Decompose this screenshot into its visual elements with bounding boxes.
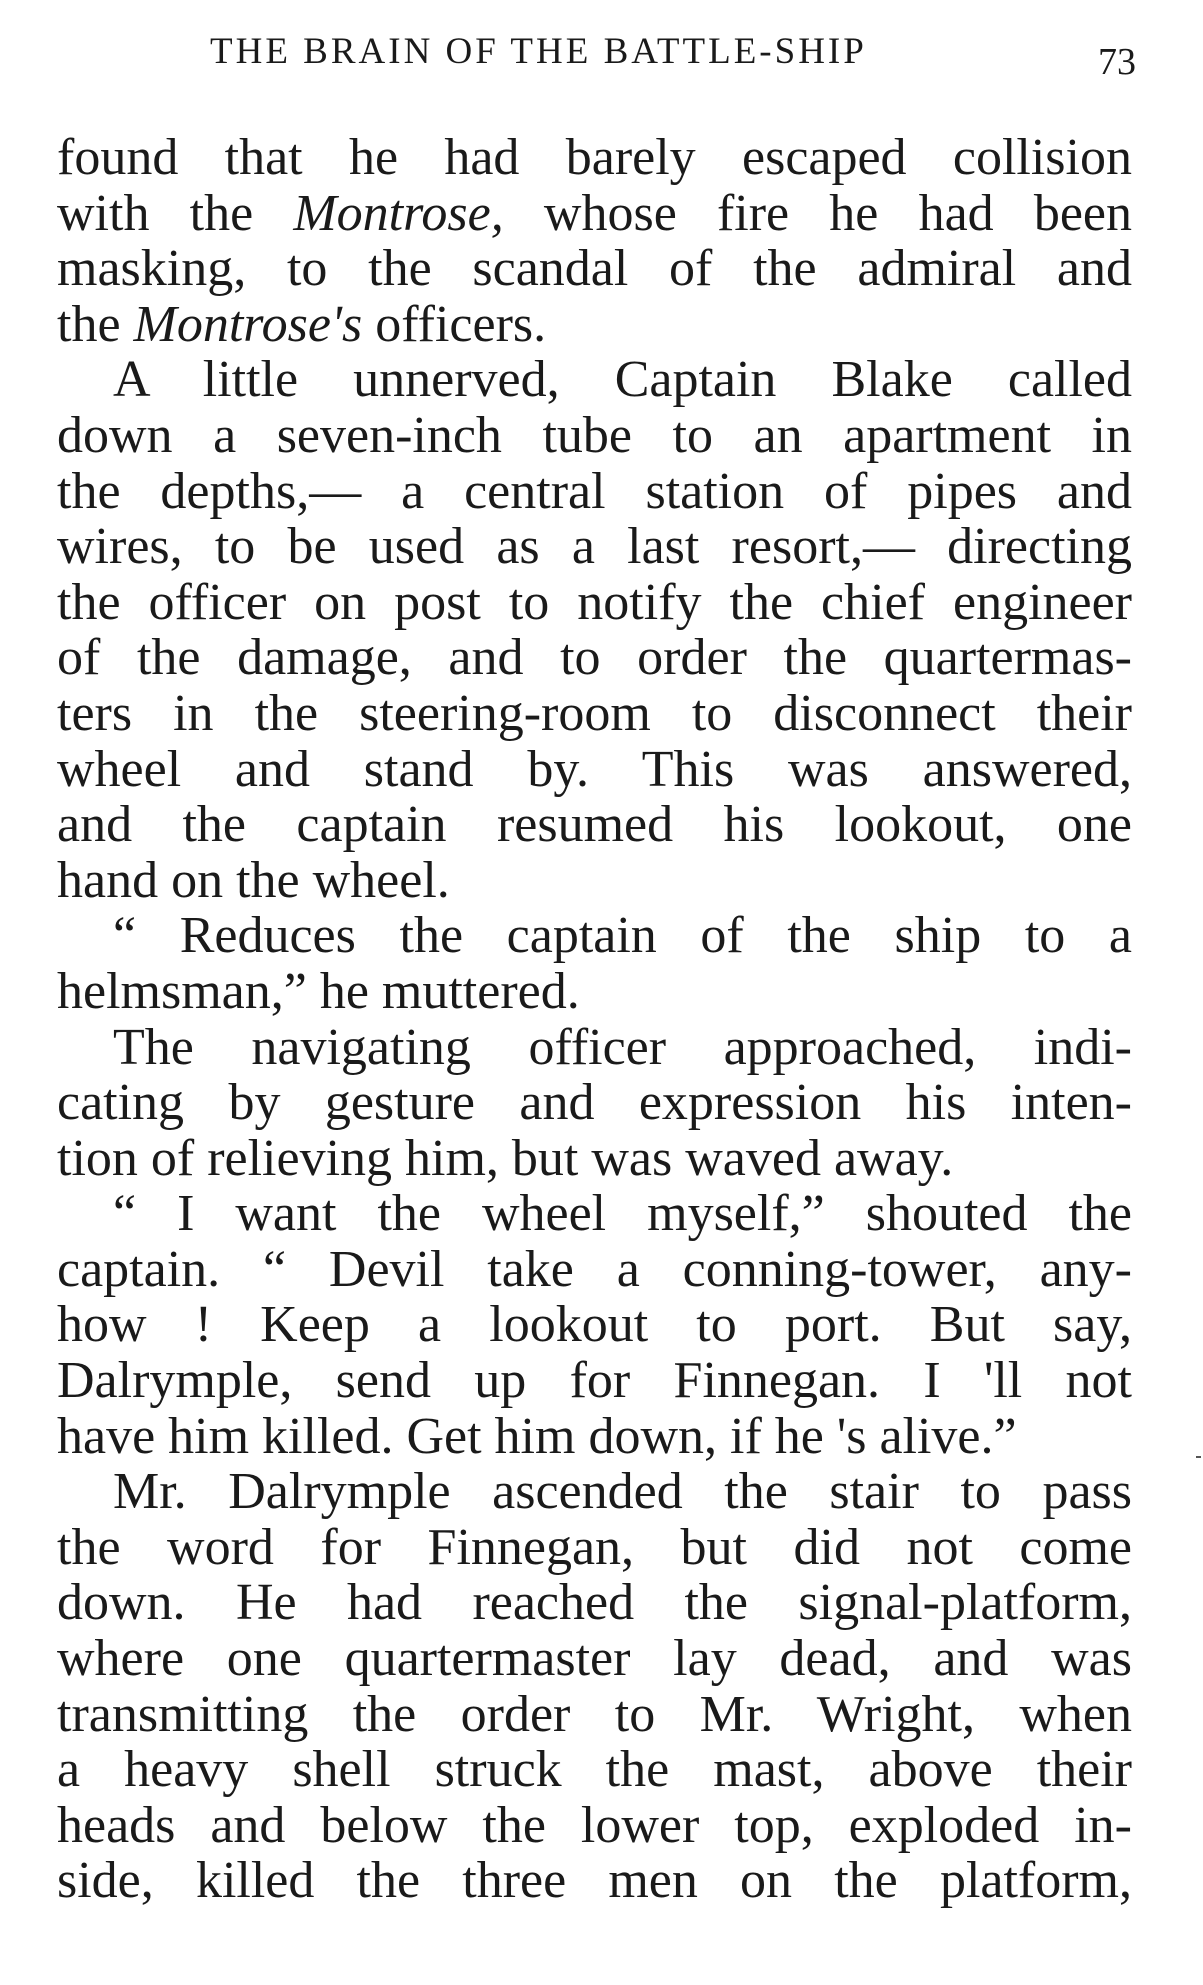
text-line: with the Montrose, whose fire he had been (57, 184, 1132, 242)
text-line: down. He had reached the signal-platform, (57, 1574, 1132, 1632)
paragraph-start-line: Mr. Dalrymple ascended the stair to pass (113, 1463, 1132, 1521)
text-line: and the captain resumed his lookout, one (57, 796, 1132, 854)
text-line: the depths,— a central station of pipes and (57, 462, 1132, 520)
text-line: captain. “ Devil take a conning-tower, any- (57, 1240, 1132, 1298)
body-text (57, 130, 1132, 1909)
text-line: the officer on post to notify the chief engineer (57, 573, 1132, 631)
text-line: found that he had barely escaped collision (57, 129, 1132, 186)
text-line: ters in the steering-room to disconnect their (57, 684, 1132, 742)
text-line: cating by gesture and expression his inten- (57, 1074, 1132, 1132)
text-line: heads and below the lower top, exploded in- (57, 1796, 1132, 1854)
paragraph-start-line: A little unnerved, Captain Blake called (113, 351, 1132, 409)
ship-name: Montrose, (293, 184, 504, 242)
paragraph-start-line: The navigating officer approached, indi- (113, 1018, 1132, 1076)
text-line: Dalrymple, send up for Finnegan. I 'll not (57, 1352, 1132, 1410)
page-number: 73 (1098, 41, 1136, 83)
paragraph-start-line: “ Reduces the captain of the ship to a (113, 907, 1132, 965)
scan-speck (1196, 1456, 1201, 1458)
text-line: a heavy shell struck the mast, above their (57, 1741, 1132, 1799)
ship-name: Montrose's (133, 295, 363, 353)
text-line: where one quartermaster lay dead, and was (57, 1630, 1132, 1688)
text-line: masking, to the scandal of the admiral and (57, 240, 1132, 298)
text-line: the word for Finnegan, but did not come (57, 1518, 1132, 1576)
text-line: have him killed. Get him down, if he 's alive.” (57, 1407, 1017, 1465)
paragraph-start-line: “ I want the wheel myself,” shouted the (113, 1185, 1132, 1243)
text-line: hand on the wheel. (57, 851, 450, 909)
text-line: helmsman,” he muttered. (57, 962, 580, 1020)
text-line: how ! Keep a lookout to port. But say, (57, 1296, 1132, 1354)
text-line: transmitting the order to Mr. Wright, when (57, 1685, 1132, 1743)
text-line: of the damage, and to order the quartermas- (57, 629, 1132, 687)
text-line: tion of relieving him, but was waved away. (57, 1129, 954, 1187)
text-line: the Montrose's officers. (57, 295, 547, 353)
text-line: wires, to be used as a last resort,— directing (57, 518, 1132, 576)
text-line: side, killed the three men on the platform, (57, 1852, 1132, 1910)
text-line: down a seven-inch tube to an apartment in (57, 406, 1132, 464)
running-head: THE BRAIN OF THE BATTLE-SHIP (210, 31, 867, 72)
text-line: wheel and stand by. This was answered, (57, 740, 1132, 798)
